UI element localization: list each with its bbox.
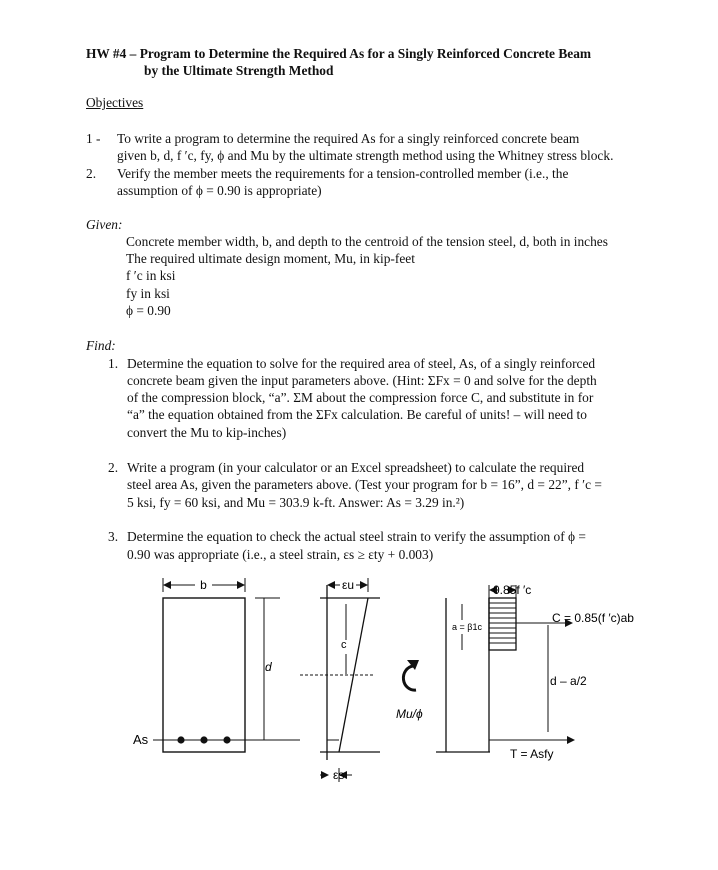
find-heading: Find: xyxy=(86,338,116,353)
objective-number: 1 - xyxy=(86,131,101,146)
objective-line: given b, d, f ′c, fy, ϕ and Mu by the ultimate strength method using the Whitney stress block. xyxy=(117,148,614,163)
find-line: Determine the equation to check the actual steel strain to verify the assumption of ϕ = xyxy=(127,529,586,544)
objective-number: 2. xyxy=(86,166,97,181)
find-line: of the compression block, “a”. ΣM about the compression force C, and substitute in for xyxy=(127,390,594,405)
lever-arm-label: d – a/2 xyxy=(550,674,587,688)
objective-line: Verify the member meets the requirements for a tension-controlled member (i.e., the xyxy=(117,166,569,181)
find-line: “a” the equation obtained from the ΣFx calculation. Be careful of units! – will need to xyxy=(127,407,587,422)
eps-u-label: εu xyxy=(341,578,355,592)
find-line: 5 ksi, fy = 60 ksi, and Mu = 303.9 k-ft. Answer: As = 3.29 in.²) xyxy=(127,495,465,510)
strain-diagram xyxy=(300,578,380,782)
find-number: 3. xyxy=(108,529,119,544)
find-number: 2. xyxy=(108,460,119,475)
given-line: The required ultimate design moment, Mu, in kip-feet xyxy=(126,251,415,266)
strain-profile xyxy=(339,598,368,752)
find-number: 1. xyxy=(108,356,119,371)
fc-label: 0.85f ′c xyxy=(493,583,532,597)
find-line: concrete beam given the input parameters above. (Hint: ΣFx = 0 and solve for the depth xyxy=(127,373,597,388)
given-line: fy in ksi xyxy=(126,286,170,301)
find-line: Write a program (in your calculator or an Excel spreadsheet) to calculate the required xyxy=(127,460,585,475)
rebar xyxy=(177,736,184,743)
eps-s-label: εs xyxy=(333,768,345,782)
rebar xyxy=(223,736,230,743)
find-line: 0.90 was appropriate (i.e., a steel strain, εs ≥ εty + 0.003) xyxy=(127,547,434,562)
c-force-label: C = 0.85(f ′c)ab xyxy=(552,611,634,625)
moment-arrow xyxy=(403,666,416,690)
stress-block xyxy=(436,583,634,761)
given-heading: Given: xyxy=(86,217,123,232)
given-line: Concrete member width, b, and depth to the centroid of the tension steel, d, both in inches xyxy=(126,234,608,249)
a-beta-label: a = β1c xyxy=(452,622,482,632)
page-subtitle: by the Ultimate Strength Method xyxy=(144,63,334,78)
find-line: Determine the equation to solve for the required area of steel, As, of a singly reinforced xyxy=(127,356,596,371)
objective-line: To write a program to determine the required As for a singly reinforced concrete beam xyxy=(117,131,580,146)
d-label: d xyxy=(265,660,272,674)
as-label: As xyxy=(133,732,149,747)
moment xyxy=(396,660,423,721)
b-label: b xyxy=(200,578,207,592)
c-label: c xyxy=(341,639,347,651)
objectives-heading: Objectives xyxy=(86,95,144,110)
find-line: steel area As, given the parameters above. (Test your program for b = 16”, d = 22”, f ′c = xyxy=(127,477,602,492)
page-title: HW #4 – Program to Determine the Required As for a Singly Reinforced Concrete Beam xyxy=(86,46,592,61)
given-line: ϕ = 0.90 xyxy=(126,303,171,318)
t-force-label: T = Asfy xyxy=(510,747,554,761)
rebar xyxy=(200,736,207,743)
find-line: convert the Mu to kip-inches) xyxy=(127,425,287,440)
moment-label: Mu/ϕ xyxy=(396,707,423,721)
beam-section xyxy=(163,598,245,752)
given-line: f ′c in ksi xyxy=(126,268,176,283)
objective-line: assumption of ϕ = 0.90 is appropriate) xyxy=(117,183,322,198)
compression-block xyxy=(489,598,516,650)
cross-section xyxy=(133,578,300,752)
